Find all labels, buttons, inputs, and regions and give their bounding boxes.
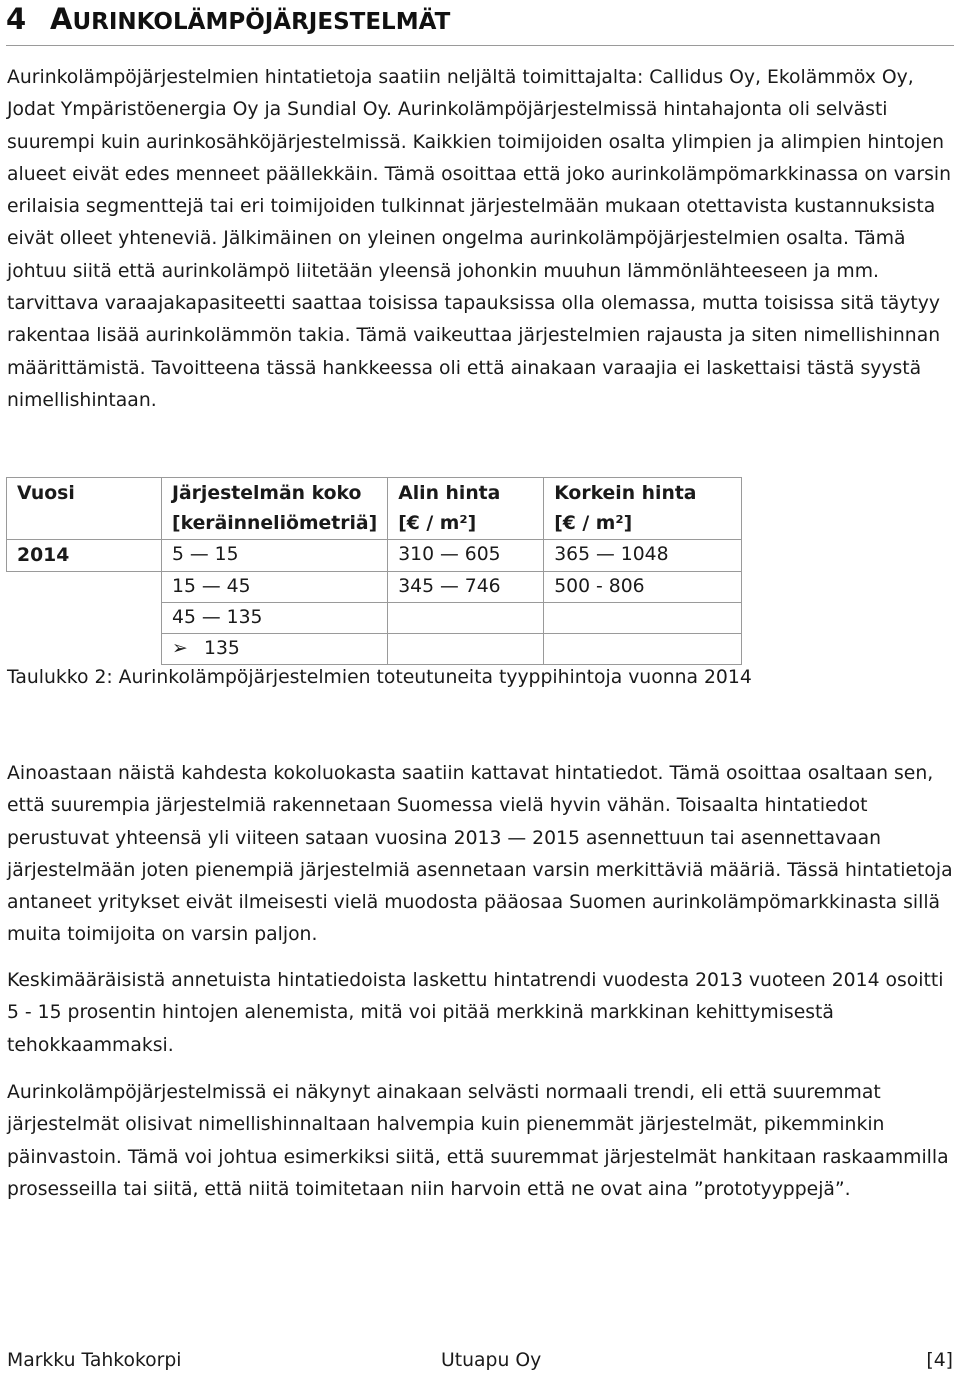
- header-max-price: Korkein hinta [€ / m²]: [544, 478, 742, 540]
- year-cell: 2014: [7, 540, 162, 572]
- max-cell: [544, 603, 742, 634]
- footer-author: Markku Tahkokorpi: [7, 1350, 182, 1371]
- table-row: [7, 603, 742, 634]
- heading-first-letter: A: [50, 2, 73, 36]
- empty-year-cell: [7, 572, 162, 603]
- max-cell: [544, 634, 742, 665]
- size-cell: ➢ 135: [162, 634, 388, 665]
- heading-rest: URINKOLÄMPÖJÄRJESTELMÄT: [72, 9, 451, 35]
- table-row: [7, 572, 742, 603]
- paragraph-intro: Aurinkolämpöjärjestelmien hintatietoja saatiin neljältä toimittajalta: Callidus Oy, Ekolämmöx Oy, Jodat Ympäristöenergia Oy ja Sundial Oy. Aurinkolämpöjärjestelmissä hintahajonta oli selvästi suurempi kuin aurinkosähköjärjestelmissä. Kaikkien toimijoiden osalta ylimpien ja alimpien hintojen alueet eivät edes menneet päällekkäin. Tämä osoittaa että joko aurinkolämpömarkkinassa on varsin erilaisia segmenttejä tai eri toimijoiden tulkinnat järjestelmään mukaan otettavista kustannuksista eivät olleet yhteneviä. Jälkimäinen on yleinen ongelma aurinkolämpöjärjestelmien osalta. Tämä johtuu siitä että aurinkolämpö liitetään yleensä johonkin muuhun lämmönlähteeseen ja mm. tarvittava varaajakapasiteetti saattaa toisissa tapauksissa olla olemassa, mutta toisissa sitä täytyy rakentaa lisää aurinkolämmön takia. Tämä vaikeuttaa järjestelmien rajausta ja siten nimellishinnan määrittämistä. Tavoitteena tässä hankkeessa oli että ainakaan varaajia ei laskettaisi tästä syystä nimellishintaan.: [7, 67, 951, 411]
- paragraph-size-trend: Aurinkolämpöjärjestelmissä ei näkynyt ainakaan selvästi normaali trendi, eli että suuremmat järjestelmät olisivat nimellishinnaltaan halvempia kuin pienemmät järjestelmät, pikemminkin päinvastoin. Tämä voi johtua esimerkiksi siitä, että suuremmat järjestelmät hankitaan raskaammilla prosesseilla tai siitä, että niitä toimitetaan niin harvoin että ne ovat aina ”prototyyppejä”.: [7, 1082, 949, 1200]
- size-cell: 15 — 45: [162, 572, 388, 603]
- header-min-price: Alin hinta [€ / m²]: [388, 478, 544, 540]
- section-heading: [6, 0, 954, 46]
- size-cell: 5 — 15: [162, 540, 388, 572]
- paragraph-trend: Keskimääräisistä annetuista hintatiedoista laskettu hintatrendi vuodesta 2013 vuoteen 2014 osoitti 5 - 15 prosentin hintojen alenemista, mitä voi pitää merkkinä markkinan kehittymisestä tehokkaammaksi.: [7, 970, 944, 1056]
- arrow-bullet-icon: ➢: [172, 638, 188, 659]
- size-cell: 45 — 135: [162, 603, 388, 634]
- table-caption: Taulukko 2: Aurinkolämpöjärjestelmien toteutuneita tyyppihintoja vuonna 2014: [7, 667, 752, 688]
- table-row: [7, 634, 742, 665]
- empty-year-cell: [7, 634, 162, 665]
- min-cell: 345 — 746: [388, 572, 544, 603]
- min-cell: [388, 634, 544, 665]
- table-row: [7, 540, 742, 572]
- price-table: [6, 477, 742, 665]
- footer-company: Utuapu Oy: [441, 1350, 542, 1371]
- paragraph-coverage: Ainoastaan näistä kahdesta kokoluokasta saatiin kattavat hintatiedot. Tämä osoittaa osaltaan sen, että suurempia järjestelmiä rakennetaan Suomessa vielä hyvin vähän. Toisaalta hintatiedot perustuvat yhteensä yli viiteen sataan vuosina 2013 — 2015 asennettuun tai asennettavaan järjestelmään joten pienempiä järjestelmiä asennetaan varsin merkittäviä määriä. Tässä hintatietoja antaneet yritykset eivät ilmeisesti vielä muodosta pääosaa Suomen aurinkolämpömarkkinasta sillä muita toimijoita on varsin paljon.: [7, 763, 953, 946]
- section-number: 4: [6, 2, 27, 36]
- header-size: Järjestelmän koko [keräinneliömetriä]: [162, 478, 388, 540]
- empty-year-cell: [7, 603, 162, 634]
- footer-page-number: [4]: [926, 1350, 953, 1371]
- max-cell: 500 - 806: [544, 572, 742, 603]
- min-cell: 310 — 605: [388, 540, 544, 572]
- max-cell: 365 — 1048: [544, 540, 742, 572]
- header-year: Vuosi: [7, 478, 162, 540]
- min-cell: [388, 603, 544, 634]
- table-header-row: [7, 478, 742, 540]
